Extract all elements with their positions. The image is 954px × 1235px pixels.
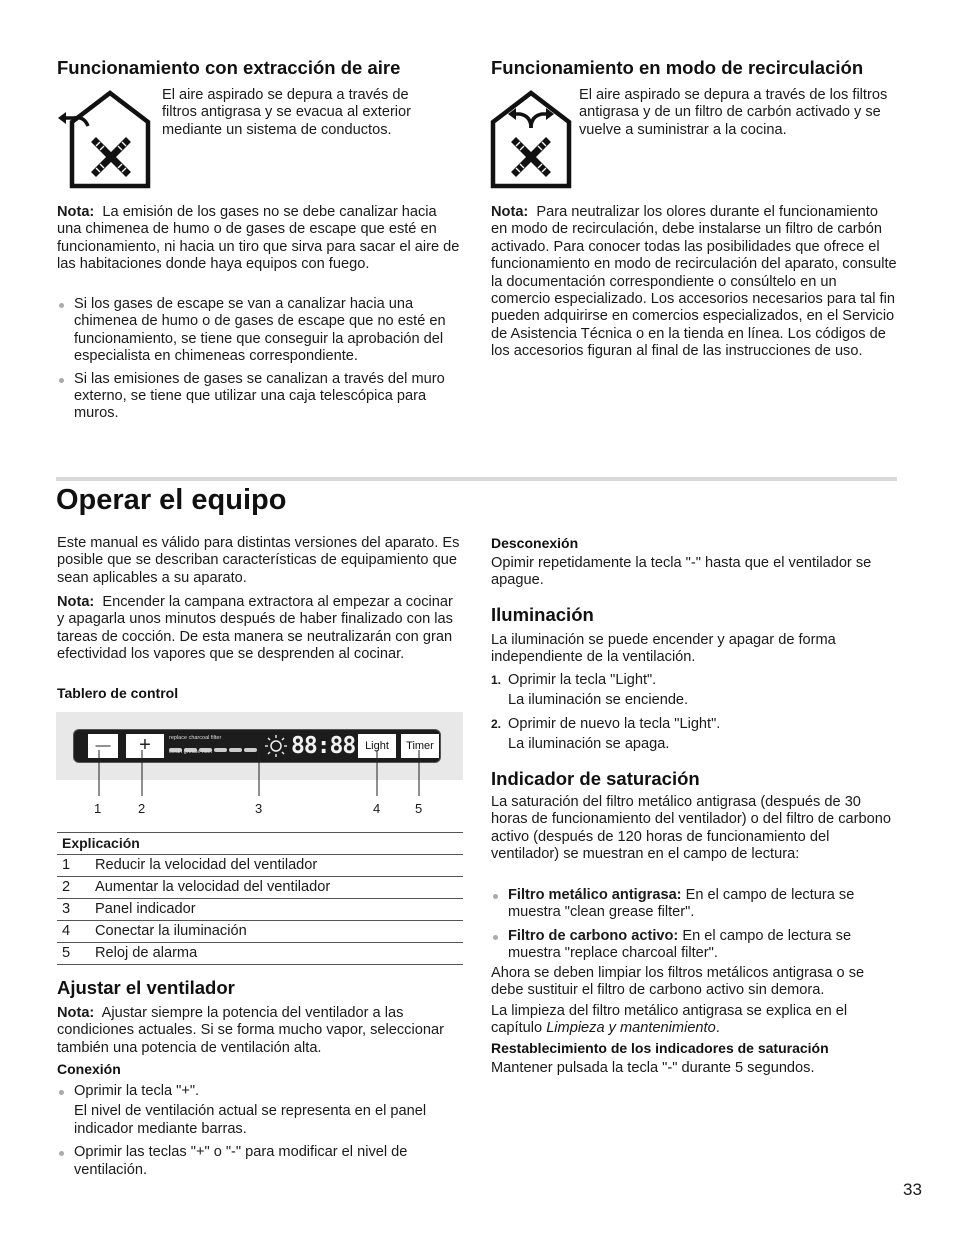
- ventilador-note: Nota: Ajustar siempre la potencia del ventilador a las condiciones actuales. Si se forma mucho vapor, seleccionar también una potencia de ventilación alta.: [57, 1005, 444, 1056]
- heading-saturacion: Indicador de saturación: [491, 768, 700, 789]
- desconexion-text: Opimir repetidamente la tecla "-" hasta que el ventilador se apague.: [491, 555, 872, 589]
- callout-lines: [56, 750, 463, 800]
- heading-ventilador: Ajustar el ventilador: [57, 977, 235, 998]
- list-item: Filtro de carbono activo: En el campo de lectura se muestra "replace charcoal filter".: [491, 928, 897, 963]
- explanation-table: [57, 832, 463, 965]
- operar-intro: Este manual es válido para distintas versiones del aparato. Es posible que se describan características de equipamiento que sean aplicables a su aparato.: [57, 535, 460, 586]
- timer-button[interactable]: Timer: [401, 734, 439, 758]
- table-row: 2 Aumentar la velocidad del ventilador: [57, 877, 463, 899]
- light-button[interactable]: Light: [358, 734, 396, 758]
- panel-heading: Tablero de control: [57, 685, 179, 701]
- recirculacion-intro: El aire aspirado se depura a través de los filtros antigrasa y de un filtro de carbón activado y se vuelve a suministrar a la cocina.: [579, 87, 888, 138]
- saturacion-intro: La saturación del filtro metálico antigrasa (después de 30 horas de funcionamiento del ventilador) o del filtro de carbono activo (después de 120 horas de funcionamiento del ventilador) se muestran en el campo de lectura:: [491, 794, 891, 863]
- recirculacion-note: Nota: Para neutralizar los olores durante el funcionamiento en modo de recirculación, debe instalarse un filtro de carbón activado. Para conocer todas las posibilidades que ofrece el funcionamiento en modo de recirculación del aparato, consulte la documentación correspondiente o consúltelo en un comercio especializado. Los accesorios necesarios para tal fin pueden adquirirse en comercios especializados, en el Servicio de Asistencia Técnica o en la tienda en línea. Los códigos de los accesorios figuran al final de las instrucciones de uso.: [491, 204, 897, 360]
- saturacion-list: [491, 887, 897, 963]
- table-header: Explicación: [57, 833, 463, 855]
- iluminacion-intro: La iluminación se puede encender y apagar de forma independiente de la ventilación.: [491, 632, 836, 666]
- minus-button[interactable]: —: [88, 734, 118, 758]
- heading-extraccion: Funcionamiento con extracción de aire: [57, 57, 401, 78]
- recirculation-mode-icon: [490, 88, 572, 190]
- callout-5: 5: [415, 801, 423, 816]
- list-item: Si las emisiones de gases se canalizan a través del muro externo, se tiene que utilizar una caja telescópica para muros.: [57, 371, 463, 423]
- list-item: 2. Oprimir de nuevo la tecla "Light".: [491, 715, 721, 732]
- list-item: Si los gases de escape se van a canalizar hacia una chimenea de humo o de gases de escape que no esté en funcionamiento, se tiene que conseguir la aprobación del especialista en chimeneas correspondiente.: [57, 296, 463, 366]
- list-item: Filtro metálico antigrasa: En el campo de lectura se muestra "clean grease filter".: [491, 887, 897, 922]
- heading-recirculacion: Funcionamiento en modo de recirculación: [491, 57, 864, 78]
- heading-restablecimiento: Restablecimiento de los indicadores de saturación: [491, 1040, 829, 1056]
- extraccion-note: Nota: La emisión de los gases no se debe canalizar hacia una chimenea de humo o de gases de escape que esté en funcionamiento, ni hacia un tiro que sirva para sacar el aire de las habitaciones donde haya equipos con fuego.: [57, 204, 460, 273]
- digit-display: 88:88: [291, 733, 356, 759]
- operar-note: Nota: Encender la campana extractora al empezar a cocinar y apagarla unos minutos después de haber finalizado con las tareas de cocción. De esta manera se neutralizarán con gran efectividad los vapores que se desprenden al cocinar.: [57, 594, 453, 663]
- list-item: Oprimir las teclas "+" o "-" para modificar el nivel de ventilación.: [57, 1144, 463, 1179]
- list-item-detail: La iluminación se apaga.: [508, 736, 670, 753]
- saturacion-p2: La limpieza del filtro metálico antigrasa se explica en el capítulo Limpieza y mantenimiento.: [491, 1003, 848, 1037]
- heading-iluminacion: Iluminación: [491, 604, 594, 625]
- callout-3: 3: [255, 801, 263, 816]
- callout-4: 4: [373, 801, 381, 816]
- extraction-mode-icon: [56, 88, 152, 190]
- table-row: 3 Panel indicador: [57, 899, 463, 921]
- list-item-detail: La iluminación se enciende.: [508, 692, 689, 709]
- callout-1: 1: [94, 801, 102, 816]
- extraccion-intro: El aire aspirado se depura a través de filtros antigrasa y se evacua al exterior mediante un sistema de conductos.: [162, 87, 412, 138]
- conexion-list: [57, 1083, 463, 1179]
- iluminacion-steps: [491, 672, 897, 754]
- table-row: 4 Conectar la iluminación: [57, 921, 463, 943]
- table-row: 1 Reducir la velocidad del ventilador: [57, 855, 463, 877]
- plus-button[interactable]: +: [126, 734, 164, 758]
- section-title: Operar el equipo: [56, 484, 287, 516]
- section-divider: [56, 477, 897, 481]
- saturacion-p1: Ahora se deben limpiar los filtros metálicos antigrasa o se debe sustituir el filtro de carbono activo sin demora.: [491, 965, 865, 999]
- fan-level-bars: [169, 741, 257, 746]
- list-item: Oprimir la tecla "+".: [57, 1083, 463, 1100]
- page-number: 33: [903, 1180, 922, 1199]
- filter-label-bottom: clean grease filter: [169, 749, 213, 755]
- heading-conexion: Conexión: [57, 1061, 121, 1077]
- heading-desconexion: Desconexión: [491, 535, 579, 551]
- list-item: 1. Oprimir la tecla "Light".: [491, 672, 657, 688]
- callout-2: 2: [138, 801, 146, 816]
- restablecimiento-text: Mantener pulsada la tecla "-" durante 5 segundos.: [491, 1060, 815, 1076]
- filter-label-top: replace charcoal filter: [169, 735, 222, 741]
- table-row: 5 Reloj de alarma: [57, 943, 463, 965]
- list-item-detail: El nivel de ventilación actual se representa en el panel indicador mediante barras.: [74, 1103, 427, 1137]
- extraccion-bullets: [57, 296, 463, 423]
